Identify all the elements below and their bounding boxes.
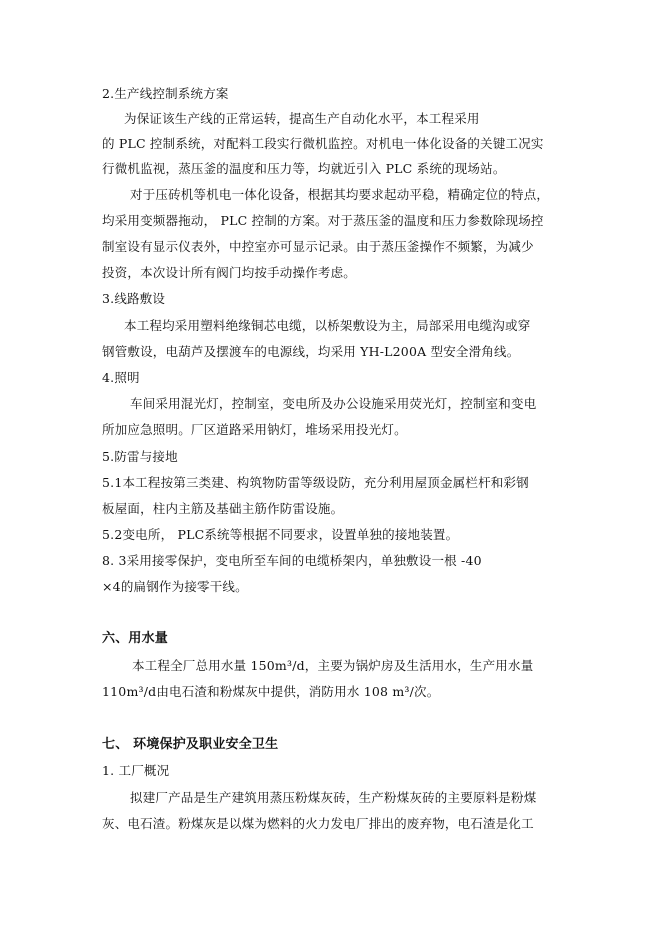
paragraph-line: 板屋面，柱内主筋及基础主筋作防雷设施。 — [102, 501, 344, 516]
paragraph-line: 5.2变电所， PLC系统等根据不同要求，设置单独的接地装置。 — [102, 527, 459, 542]
section-heading-6: 六、用水量 — [102, 631, 169, 646]
paragraph-line: 制室设有显示仪表外，中控室亦可显示记录。由于蒸压釜操作不频繁，为减少 — [102, 239, 534, 254]
section-heading-5: 5.防雷与接地 — [102, 449, 178, 464]
section-heading-3: 3.线路敷设 — [102, 291, 166, 306]
paragraph-line: 的 PLC 控制系统，对配料工段实行微机监控。对机电一体化设备的关键工况实 — [102, 136, 544, 151]
paragraph-line: 钢管敷设，电葫芦及摆渡车的电源线，均采用 YH-L200A 型安全滑角线。 — [102, 344, 520, 359]
paragraph-line: 本工程均采用塑料绝缘铜芯电缆，以桥架敷设为主，局部采用电缆沟或穿 — [124, 318, 531, 333]
paragraph-line: ×4的扁钢作为接零干线。 — [102, 579, 248, 594]
paragraph-line: 110m³/d由电石渣和粉煤灰中提供，消防用水 108 m³/次。 — [102, 684, 440, 699]
paragraph-line: 本工程全厂总用水量 150m³/d，主要为锅炉房及生活用水，生产用水量 — [132, 658, 534, 673]
paragraph-line: 8. 3采用接零保护，变电所至车间的电缆桥架内，单独敷设一根 -40 — [102, 553, 482, 568]
section-heading-4: 4.照明 — [102, 370, 140, 385]
paragraph-line: 投资，本次设计所有阀门均按手动操作考虑。 — [102, 265, 357, 280]
paragraph-line: 5.1本工程按第三类建、构筑物防雷等级设防，充分利用屋顶金属栏杆和彩钢 — [102, 475, 529, 490]
paragraph-line: 车间采用混光灯，控制室，变电所及办公设施采用荧光灯，控制室和变电 — [130, 396, 537, 411]
paragraph-line: 行微机监视，蒸压釜的温度和压力等，均就近引入 PLC 系统的现场站。 — [102, 161, 506, 176]
paragraph-line: 均采用变频器拖动， PLC 控制的方案。对于蒸压釜的温度和压力参数除现场控 — [102, 213, 544, 228]
paragraph-line: 灰、电石渣。粉煤灰是以煤为燃料的火力发电厂排出的废弃物，电石渣是化工 — [102, 816, 534, 831]
paragraph-line: 对于压砖机等机电一体化设备，根据其均要求起动平稳，精确定位的特点， — [130, 187, 550, 202]
paragraph-line: 所加应急照明。厂区道路采用钠灯，堆场采用投光灯。 — [102, 422, 407, 437]
section-heading-7: 七、 环境保护及职业安全卫生 — [102, 737, 279, 752]
subsection-heading: 1. 工厂概况 — [102, 763, 170, 778]
paragraph-line: 为保证该生产线的正常运转，提高生产自动化水平，本工程采用 — [124, 111, 480, 126]
paragraph-line: 拟建厂产品是生产建筑用蒸压粉煤灰砖，生产粉煤灰砖的主要原料是粉煤 — [130, 790, 537, 805]
section-heading-2: 2.生产线控制系统方案 — [102, 86, 229, 101]
